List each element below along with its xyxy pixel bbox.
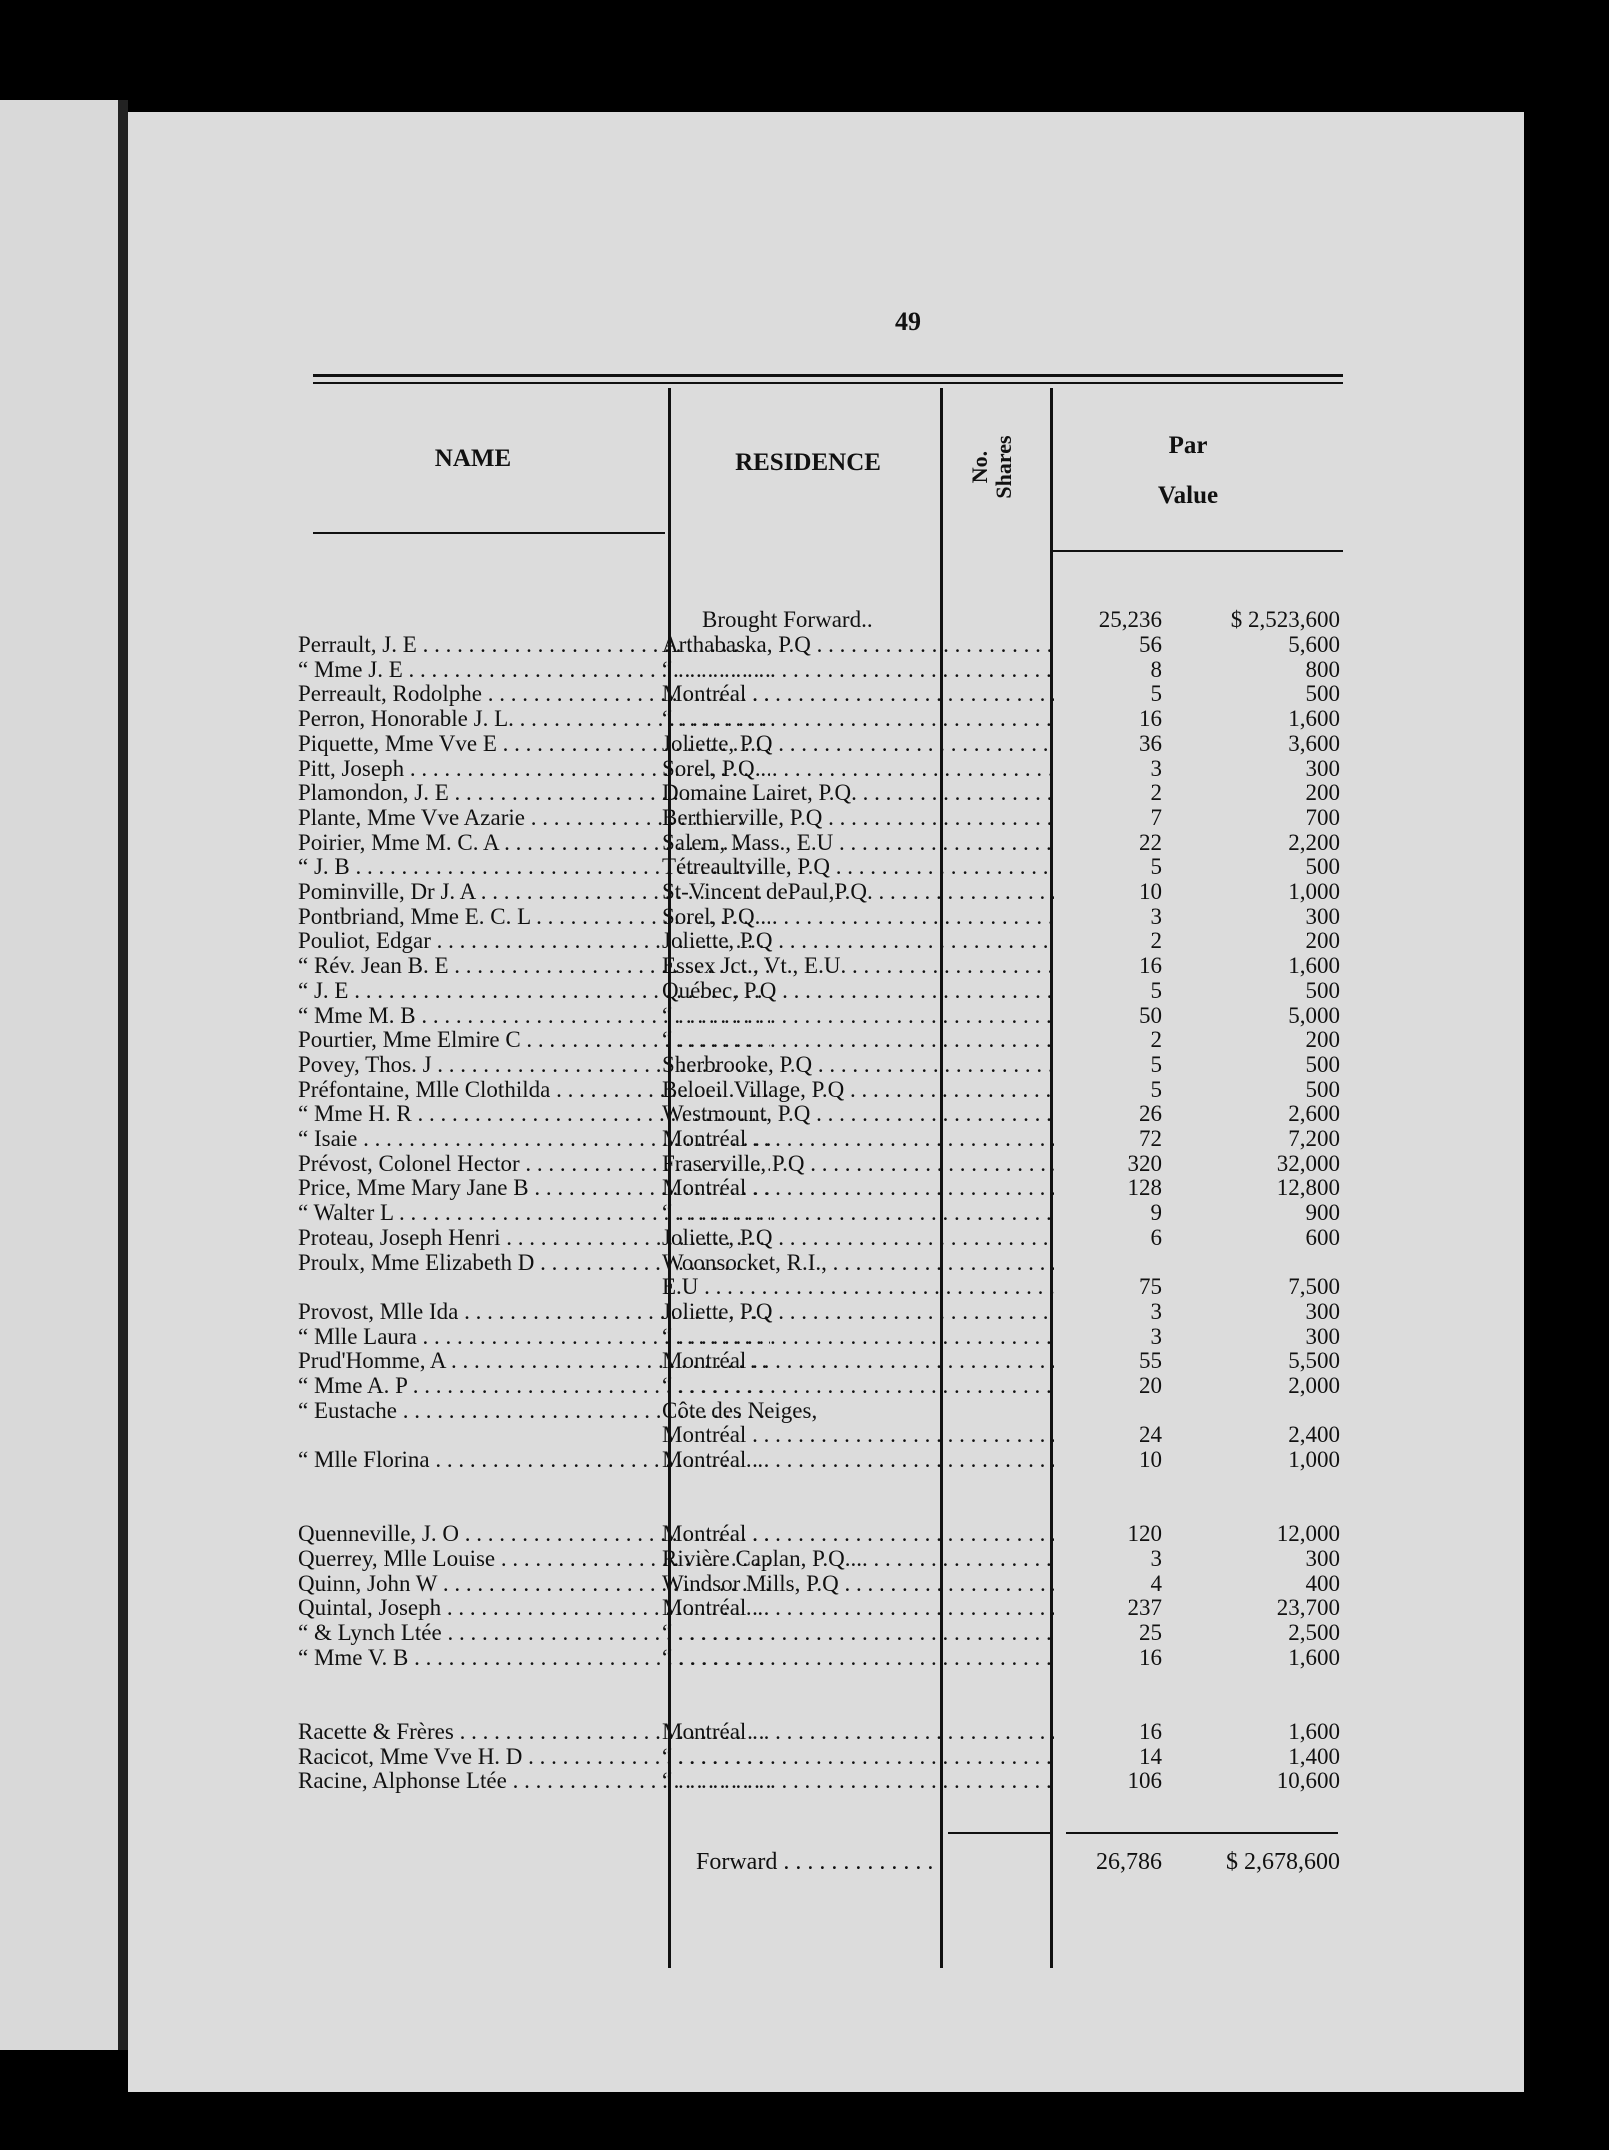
table-row xyxy=(128,904,1524,929)
table-row xyxy=(128,1077,1524,1102)
holder-residence: Berthierville, P.Q . . . xyxy=(662,805,1054,830)
holder-residence: Joliette, P.Q . . . xyxy=(662,731,1054,756)
holder-shares: 16 xyxy=(1139,706,1162,731)
holder-residence: “ . . . xyxy=(662,706,1054,731)
table-row xyxy=(128,1546,1524,1571)
holder-name: Pontbriand, Mme E. C. L . . . xyxy=(298,904,770,929)
holder-shares: 25 xyxy=(1139,1620,1162,1645)
top-rule xyxy=(313,374,1343,377)
header-name: NAME xyxy=(434,445,512,472)
holder-residence: Montréal . . . xyxy=(662,681,1054,706)
holder-residence: “ . . . xyxy=(662,1744,1054,1769)
holder-residence: Joliette, P.Q . . . xyxy=(662,1225,1054,1250)
table-row xyxy=(128,854,1524,879)
holder-par-value: 7,500 xyxy=(1288,1274,1340,1299)
brought-forward-row xyxy=(128,607,1524,632)
holder-residence: Montréal . . . xyxy=(662,1447,1054,1472)
holder-residence: Montréal . . . xyxy=(662,1521,1054,1546)
holder-name: Pominville, Dr J. A . . . xyxy=(298,879,770,904)
table-row xyxy=(128,1200,1524,1225)
holder-residence: Montréal . . . xyxy=(662,1348,1054,1373)
holder-par-value: 600 xyxy=(1305,1225,1340,1250)
holder-par-value: 1,600 xyxy=(1288,706,1340,731)
holder-par-value: 300 xyxy=(1305,1299,1340,1324)
holder-par-value: 500 xyxy=(1305,681,1340,706)
table-row xyxy=(128,756,1524,781)
holder-par-value: 500 xyxy=(1305,978,1340,1003)
table-row xyxy=(128,1768,1524,1793)
holder-par-value: 800 xyxy=(1305,657,1340,682)
holder-residence: Salem, Mass., E.U . . . xyxy=(662,830,1054,855)
holder-residence: “ . . . xyxy=(662,1373,1054,1398)
holder-par-value: 400 xyxy=(1305,1571,1340,1596)
holder-par-value: 2,200 xyxy=(1288,830,1340,855)
table-row xyxy=(128,1744,1524,1769)
holder-par-value: 7,200 xyxy=(1288,1126,1340,1151)
holder-par-value: 300 xyxy=(1305,904,1340,929)
holder-par-value: 300 xyxy=(1305,756,1340,781)
holder-residence: “ . . . xyxy=(662,1200,1054,1225)
holder-par-value: 5,600 xyxy=(1288,632,1340,657)
forward-value: $ 2,678,600 xyxy=(1226,1850,1340,1875)
holder-residence: Windsor Mills, P.Q . . . xyxy=(662,1571,1054,1596)
holder-residence: “ . . . xyxy=(662,1620,1054,1645)
holder-name: “ J. E . . . xyxy=(298,978,770,1003)
holder-name: “ Isaie . . . xyxy=(298,1126,770,1151)
holder-par-value: 23,700 xyxy=(1276,1595,1340,1620)
table-row xyxy=(128,1274,1524,1299)
header-value: Value xyxy=(1157,482,1219,509)
holder-residence: St-Vincent dePaul,P.Q. . . . xyxy=(662,879,1054,904)
holder-name: Querrey, Mlle Louise . . . xyxy=(298,1546,770,1571)
holder-shares: 72 xyxy=(1139,1126,1162,1151)
holder-shares: 26 xyxy=(1139,1101,1162,1126)
holder-shares: 16 xyxy=(1139,1719,1162,1744)
holder-name: “ Walter L . . . xyxy=(298,1200,770,1225)
holder-name: Racette & Frères . . . xyxy=(298,1719,770,1744)
table-row xyxy=(128,1719,1524,1744)
holder-name: Provost, Mlle Ida . . . xyxy=(298,1299,770,1324)
holder-residence: Arthabaska, P.Q . . . xyxy=(662,632,1054,657)
holder-residence: Rivière Caplan, P.Q.... . . . xyxy=(662,1546,1054,1571)
holder-par-value: 2,000 xyxy=(1288,1373,1340,1398)
holder-name: Racine, Alphonse Ltée . . . xyxy=(298,1768,770,1793)
header-rule-left xyxy=(313,532,665,534)
holder-shares: 2 xyxy=(1150,1027,1162,1052)
holder-par-value: 1,000 xyxy=(1288,879,1340,904)
holder-residence: Montréal . . . xyxy=(662,1126,1054,1151)
holder-par-value: 2,500 xyxy=(1288,1620,1340,1645)
holder-name: Perron, Honorable J. L. . . . xyxy=(298,706,770,731)
table-row xyxy=(128,1225,1524,1250)
holder-shares: 36 xyxy=(1139,731,1162,756)
holder-name: Racicot, Mme Vve H. D . . . xyxy=(298,1744,770,1769)
holder-name: “ Mme H. R . . . xyxy=(298,1101,770,1126)
holder-residence: “ . . . xyxy=(662,1768,1054,1793)
holder-residence: Woonsocket, R.I., . . . xyxy=(662,1250,1054,1275)
holder-name: “ Mme M. B . . . xyxy=(298,1003,770,1028)
table-row xyxy=(128,1645,1524,1670)
table-row xyxy=(128,1126,1524,1151)
table-row xyxy=(128,1027,1524,1052)
table-row xyxy=(128,681,1524,706)
holder-shares: 120 xyxy=(1127,1521,1162,1546)
holder-par-value: 2,600 xyxy=(1288,1101,1340,1126)
header-par: Par xyxy=(1168,432,1208,459)
holder-shares: 16 xyxy=(1139,1645,1162,1670)
holder-shares: 106 xyxy=(1127,1768,1162,1793)
left-page-edge xyxy=(0,100,128,2050)
holder-par-value: 1,000 xyxy=(1288,1447,1340,1472)
table-row xyxy=(128,1373,1524,1398)
holder-name: Perreault, Rodolphe . . . xyxy=(298,681,770,706)
holder-par-value: 900 xyxy=(1305,1200,1340,1225)
table-row xyxy=(128,632,1524,657)
table-row xyxy=(128,1003,1524,1028)
holder-par-value: 300 xyxy=(1305,1546,1340,1571)
holder-name: Quinn, John W . . . xyxy=(298,1571,770,1596)
holder-shares: 3 xyxy=(1150,1546,1162,1571)
holder-residence: E.U . . . xyxy=(662,1274,1054,1299)
holder-par-value: 12,800 xyxy=(1276,1175,1340,1200)
holder-name: Proteau, Joseph Henri . . . xyxy=(298,1225,770,1250)
page-number: 49 xyxy=(895,307,921,336)
holder-residence: “ . . . xyxy=(662,1027,1054,1052)
holder-shares: 56 xyxy=(1139,632,1162,657)
holder-residence: “ . . . xyxy=(662,1324,1054,1349)
holder-name: “ & Lynch Ltée . . . xyxy=(298,1620,770,1645)
holder-par-value: 5,000 xyxy=(1288,1003,1340,1028)
table-row xyxy=(128,1422,1524,1447)
holder-shares: 2 xyxy=(1150,928,1162,953)
holder-shares: 320 xyxy=(1127,1151,1162,1176)
brought-forward-label: Brought Forward.. xyxy=(702,607,873,632)
holder-shares: 10 xyxy=(1139,879,1162,904)
holder-shares: 24 xyxy=(1139,1422,1162,1447)
forward-label: Forward . . . xyxy=(696,1850,936,1875)
holder-name: “ Mme A. P . . . xyxy=(298,1373,770,1398)
holder-name: Quintal, Joseph . . . xyxy=(298,1595,770,1620)
holder-shares: 5 xyxy=(1150,1052,1162,1077)
holder-par-value: 200 xyxy=(1305,928,1340,953)
holder-shares: 14 xyxy=(1139,1744,1162,1769)
shares-total-rule xyxy=(948,1832,1050,1834)
holder-residence: Montréal . . . xyxy=(662,1422,1054,1447)
holder-name: “ Mme J. E . . . xyxy=(298,657,770,682)
forward-row xyxy=(128,1850,1524,1875)
holder-residence: Montréal . . . xyxy=(662,1595,1054,1620)
holder-name: “ Mlle Laura . . . xyxy=(298,1324,770,1349)
holder-par-value: 2,400 xyxy=(1288,1422,1340,1447)
holder-shares: 50 xyxy=(1139,1003,1162,1028)
holder-name: Préfontaine, Mlle Clothilda . . . xyxy=(298,1077,770,1102)
holder-name: Plamondon, J. E . . . xyxy=(298,780,770,805)
table-row xyxy=(128,1324,1524,1349)
holder-residence: Montréal . . . xyxy=(662,1175,1054,1200)
holder-par-value: 700 xyxy=(1305,805,1340,830)
holder-name: “ J. B . . . xyxy=(298,854,770,879)
holder-residence: Québec, P.Q . . . xyxy=(662,978,1054,1003)
holder-residence: “ . . . xyxy=(662,1003,1054,1028)
holder-shares: 55 xyxy=(1139,1348,1162,1373)
table-row xyxy=(128,805,1524,830)
holder-par-value: 300 xyxy=(1305,1324,1340,1349)
holder-par-value: 200 xyxy=(1305,780,1340,805)
table-row xyxy=(128,1299,1524,1324)
holder-shares: 5 xyxy=(1150,1077,1162,1102)
header-shares xyxy=(968,407,1028,527)
table-row xyxy=(128,1595,1524,1620)
ledger-page xyxy=(128,112,1524,2092)
holder-shares: 237 xyxy=(1127,1595,1162,1620)
brought-forward-shares: 25,236 xyxy=(1098,607,1162,632)
holder-par-value: 1,600 xyxy=(1288,953,1340,978)
holder-par-value: 200 xyxy=(1305,1027,1340,1052)
holder-shares: 9 xyxy=(1150,1200,1162,1225)
holder-par-value: 500 xyxy=(1305,1052,1340,1077)
holder-residence: Fraserville, P.Q . . . xyxy=(662,1151,1054,1176)
table-row xyxy=(128,1398,1524,1423)
holder-name: Pourtier, Mme Elmire C . . . xyxy=(298,1027,770,1052)
table-row xyxy=(128,1348,1524,1373)
table-row xyxy=(128,1620,1524,1645)
holder-par-value: 10,600 xyxy=(1276,1768,1340,1793)
holder-par-value: 12,000 xyxy=(1276,1521,1340,1546)
holder-par-value: 1,600 xyxy=(1288,1645,1340,1670)
holder-par-value: 1,600 xyxy=(1288,1719,1340,1744)
holder-name: Pouliot, Edgar . . . xyxy=(298,928,770,953)
holder-shares: 22 xyxy=(1139,830,1162,855)
table-row xyxy=(128,657,1524,682)
table-row xyxy=(128,1250,1524,1275)
holder-residence: Montréal . . . xyxy=(662,1719,1054,1744)
holder-shares: 8 xyxy=(1150,657,1162,682)
holder-residence: Essex Jct., Vt., E.U. . . . xyxy=(662,953,1054,978)
holder-shares: 3 xyxy=(1150,1324,1162,1349)
holder-shares: 5 xyxy=(1150,681,1162,706)
holder-residence: Côte des Neiges, xyxy=(662,1398,818,1423)
holder-residence: Sorel, P.Q . . . xyxy=(662,756,1054,781)
holder-name: Plante, Mme Vve Azarie . . . xyxy=(298,805,770,830)
holder-shares: 75 xyxy=(1139,1274,1162,1299)
table-row xyxy=(128,1447,1524,1472)
holder-shares: 6 xyxy=(1150,1225,1162,1250)
table-row xyxy=(128,1151,1524,1176)
table-row xyxy=(128,1052,1524,1077)
table-row xyxy=(128,706,1524,731)
table-row xyxy=(128,953,1524,978)
header-residence: RESIDENCE xyxy=(735,449,881,476)
holder-shares: 10 xyxy=(1139,1447,1162,1472)
holder-residence: Joliette, P.Q . . . xyxy=(662,1299,1054,1324)
holder-name: Prévost, Colonel Hector . . . xyxy=(298,1151,770,1176)
holder-name: “ Mlle Florina . . . xyxy=(298,1447,770,1472)
holder-name: “ Rév. Jean B. E . . . xyxy=(298,953,770,978)
holder-residence: Sherbrooke, P.Q . . . xyxy=(662,1052,1054,1077)
header-shares-line2: Shares xyxy=(991,435,1016,499)
holder-name: Poirier, Mme M. C. A . . . xyxy=(298,830,770,855)
table-row xyxy=(128,1101,1524,1126)
table-row xyxy=(128,1521,1524,1546)
holder-shares: 20 xyxy=(1139,1373,1162,1398)
holder-name: Quenneville, J. O . . . xyxy=(298,1521,770,1546)
table-row xyxy=(128,830,1524,855)
value-total-rule xyxy=(1066,1832,1338,1834)
holder-name: Perrault, J. E . . . xyxy=(298,632,770,657)
table-row xyxy=(128,780,1524,805)
holder-name: “ Mme V. B . . . xyxy=(298,1645,770,1670)
holder-shares: 3 xyxy=(1150,1299,1162,1324)
holder-name: Price, Mme Mary Jane B . . . xyxy=(298,1175,770,1200)
holder-residence: Domaine Lairet, P.Q. . . . xyxy=(662,780,1054,805)
holder-par-value: 1,400 xyxy=(1288,1744,1340,1769)
holder-shares: 3 xyxy=(1150,756,1162,781)
brought-forward-value: $ 2,523,600 xyxy=(1230,607,1340,632)
holder-name: Pitt, Joseph . . . xyxy=(298,756,770,781)
holder-residence: Tétreaultville, P.Q . . . xyxy=(662,854,1054,879)
top-rule-2 xyxy=(313,382,1343,384)
holder-shares: 128 xyxy=(1127,1175,1162,1200)
table-row xyxy=(128,928,1524,953)
holder-shares: 3 xyxy=(1150,904,1162,929)
holder-shares: 16 xyxy=(1139,953,1162,978)
holder-residence: “ . . . xyxy=(662,657,1054,682)
table-row xyxy=(128,731,1524,756)
holder-par-value: 500 xyxy=(1305,854,1340,879)
forward-shares: 26,786 xyxy=(1096,1850,1162,1875)
holder-shares: 2 xyxy=(1150,780,1162,805)
header-rule-right xyxy=(1053,550,1343,552)
holder-par-value: 3,600 xyxy=(1288,731,1340,756)
holder-shares: 5 xyxy=(1150,854,1162,879)
holder-shares: 7 xyxy=(1150,805,1162,830)
holder-shares: 5 xyxy=(1150,978,1162,1003)
holder-residence: Joliette, P.Q . . . xyxy=(662,928,1054,953)
holder-par-value: 500 xyxy=(1305,1077,1340,1102)
table-row xyxy=(128,978,1524,1003)
table-row xyxy=(128,1175,1524,1200)
header-shares-line1: No. xyxy=(967,450,992,484)
holder-name: Proulx, Mme Elizabeth D . . . xyxy=(298,1250,770,1275)
holder-par-value: 32,000 xyxy=(1276,1151,1340,1176)
holder-residence: Sorel, P.Q . . . xyxy=(662,904,1054,929)
table-row xyxy=(128,879,1524,904)
holder-residence: Beloeil Village, P.Q . . . xyxy=(662,1077,1054,1102)
holder-name: Povey, Thos. J . . . xyxy=(298,1052,770,1077)
holder-name: Prud'Homme, A . . . xyxy=(298,1348,770,1373)
holder-name: “ Eustache . . . xyxy=(298,1398,770,1423)
holder-shares: 4 xyxy=(1150,1571,1162,1596)
holder-residence: “ . . . xyxy=(662,1645,1054,1670)
table-row xyxy=(128,1571,1524,1596)
holder-par-value: 5,500 xyxy=(1288,1348,1340,1373)
holder-residence: Westmount, P.Q . . . xyxy=(662,1101,1054,1126)
holder-name: Piquette, Mme Vve E . . . xyxy=(298,731,770,756)
book-spine xyxy=(118,100,128,2050)
